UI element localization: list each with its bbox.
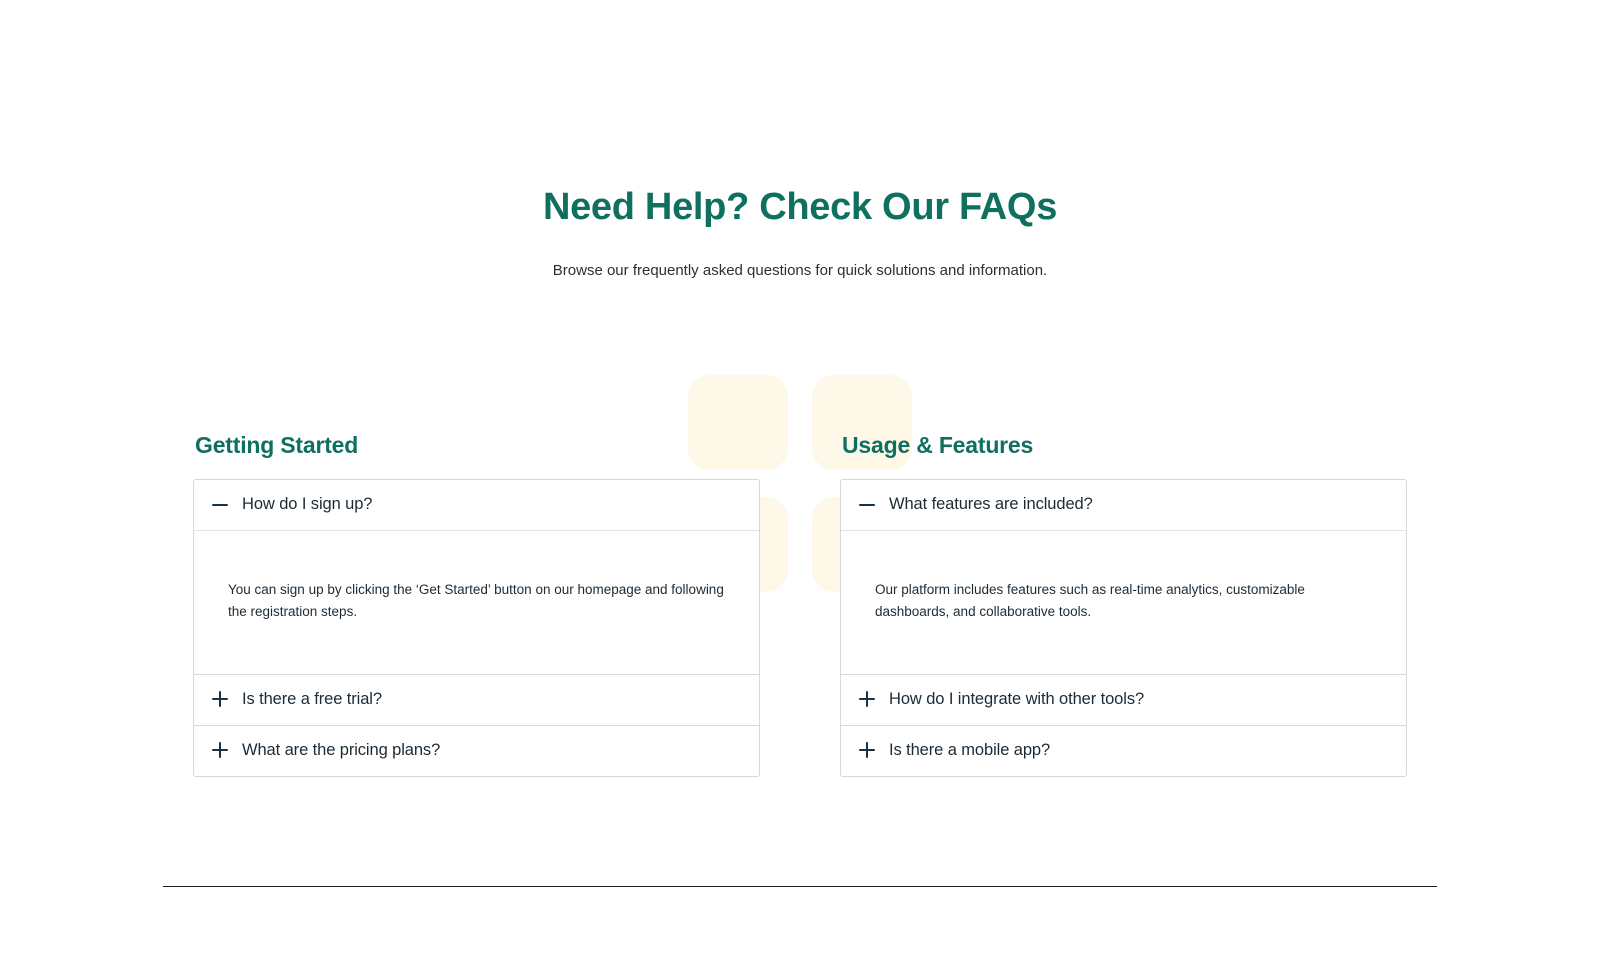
- faq-columns: [0, 432, 1600, 777]
- accordion-header-free-trial[interactable]: [194, 675, 759, 725]
- accordion-answer: You can sign up by clicking the ‘Get Started’ button on our homepage and following the registration steps.: [228, 582, 724, 620]
- accordion-item: [841, 726, 1406, 776]
- accordion-question: How do I sign up?: [242, 495, 373, 513]
- accordion-question: How do I integrate with other tools?: [889, 689, 1145, 708]
- accordion-item: [194, 675, 759, 726]
- accordion-header-pricing-plans[interactable]: [194, 726, 759, 776]
- accordion-item: [194, 726, 759, 776]
- accordion-item: [194, 480, 759, 675]
- plus-icon[interactable]: [859, 742, 875, 758]
- faq-category-title: Getting Started: [195, 432, 359, 458]
- accordion-question: What features are included?: [889, 495, 1093, 513]
- minus-icon[interactable]: [859, 497, 875, 513]
- page-header: [0, 0, 1600, 279]
- faq-category-title: Usage & Features: [842, 432, 1034, 458]
- plus-icon[interactable]: [212, 691, 228, 707]
- accordion-question: Is there a mobile app?: [889, 740, 1051, 759]
- accordion-item: [841, 480, 1406, 675]
- accordion-header-signup[interactable]: [194, 480, 759, 530]
- page-subtitle: Browse our frequently asked questions for quick solutions and information.: [552, 261, 1048, 279]
- accordion-panel: [841, 530, 1406, 674]
- accordion-panel: [194, 530, 759, 674]
- plus-icon[interactable]: [859, 691, 875, 707]
- accordion-usage-features: [840, 479, 1407, 777]
- accordion-item: [841, 675, 1406, 726]
- plus-icon[interactable]: [212, 742, 228, 758]
- accordion-answer: Our platform includes features such as real-time analytics, customizable dashboards, and collaborative tools.: [875, 582, 1305, 620]
- faq-column-getting-started: [193, 432, 760, 777]
- accordion-getting-started: [193, 479, 760, 777]
- faq-column-usage-features: [840, 432, 1407, 777]
- footer-divider: [163, 886, 1437, 887]
- accordion-header-features-included[interactable]: [841, 480, 1406, 530]
- accordion-question: Is there a free trial?: [242, 689, 382, 708]
- accordion-question: What are the pricing plans?: [242, 740, 441, 759]
- minus-icon[interactable]: [212, 497, 228, 513]
- accordion-header-mobile-app[interactable]: [841, 726, 1406, 776]
- page-title: Need Help? Check Our FAQs: [542, 186, 1058, 228]
- accordion-header-integrations[interactable]: [841, 675, 1406, 725]
